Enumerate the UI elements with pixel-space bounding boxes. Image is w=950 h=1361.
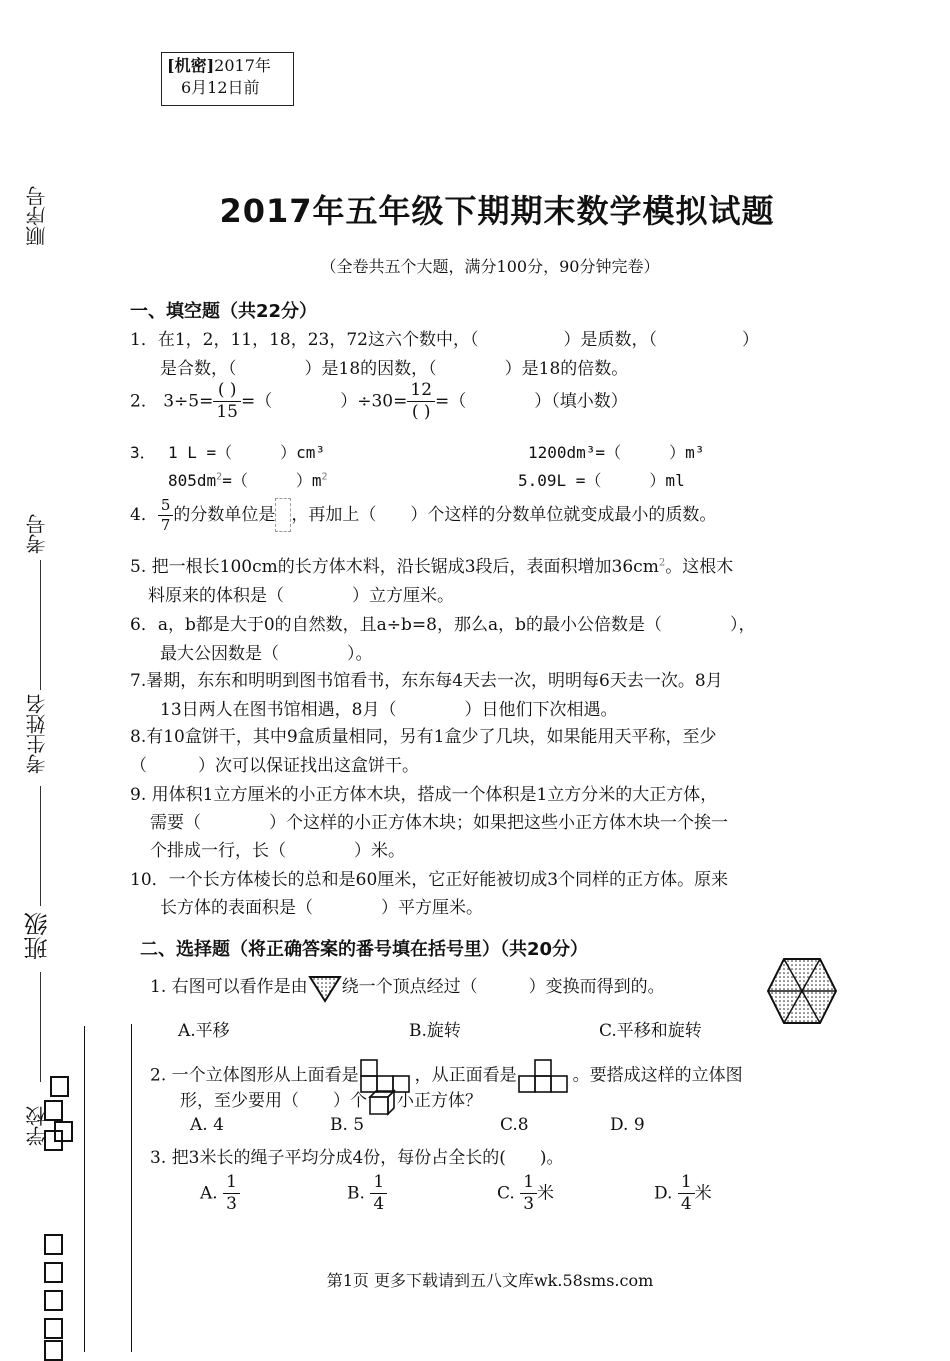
q1-3-b: 1200dm³=（ ）m³ — [528, 443, 705, 462]
q2-1-option-c: C.平移和旋转 — [599, 1021, 702, 1041]
q2-2-line1: 2. 一个立体图形从上面看是 ，从正面看是 。要搭成这样的立体图 — [150, 1058, 743, 1094]
q2-3-option-d: D. $\frac{1}{4}$ 米 — [654, 1172, 712, 1215]
sidebar-class-label: 班级 — [24, 912, 52, 960]
q2-1: 1. 右图可以看作是由 绕一个顶点经过（ ）变换而得到的。 — [150, 972, 665, 1003]
q1-3-a: 1 L =（ ）cm³ — [168, 443, 326, 462]
q1-9-line3: 个排成一行，长（ ）米。 — [150, 841, 405, 861]
q1-10-line2: 长方体的表面积是（ ）平方厘米。 — [160, 898, 483, 918]
hexagon-figure — [766, 955, 838, 1027]
name-line — [40, 786, 41, 906]
seal-box — [44, 1100, 63, 1121]
q1-8-line2: （ ）次可以保证找出这盒饼干。 — [130, 756, 419, 776]
q2-3-option-a: A. $\frac{1}{3}$ — [200, 1172, 240, 1216]
fraction: $\frac{1}{3}$ — [223, 1172, 240, 1216]
q2-3: 3. 把3米长的绳子平均分成4份，每份占全长的( )。 — [150, 1148, 564, 1168]
secret-date: 6月12日前 — [181, 78, 260, 97]
page-footer: 第1页 更多下载请到五八文库wk.58sms.com — [326, 1271, 654, 1290]
page-subtitle: （全卷共五个大题，满分100分，90分钟完卷） — [320, 257, 660, 276]
q1-9-line1: 9. 用体积1立方厘米的小正方体木块，搭成一个体积是1立方分米的大正方体， — [130, 785, 718, 805]
q2-2-option-b: B. 5 — [330, 1115, 365, 1135]
q1-10-line1: 10．一个长方体棱长的总和是60厘米，它正好能被切成3个同样的正方体。原来 — [130, 870, 729, 890]
secret-year: 2017年 — [214, 56, 271, 75]
exam-no-line — [40, 560, 41, 690]
q2-3-option-b: B. $\frac{1}{4}$ — [347, 1172, 387, 1216]
q2-2-option-d: D. 9 — [610, 1115, 645, 1135]
q1-9-line2: 需要（ ）个这样的小正方体木块；如果把这些小正方体木块一个挨一 — [150, 813, 728, 833]
q1-1-line1: 1．在1，2，11，18，23，72这六个数中，（ ）是质数，（ ） — [130, 330, 759, 350]
answer-fraction-box[interactable] — [275, 498, 291, 532]
q2-1-option-b: B.旋转 — [409, 1021, 461, 1041]
fraction: $\frac{1}{4}$ — [678, 1172, 695, 1216]
fraction: $\frac{( )}{15}$ — [213, 380, 241, 424]
q1-7-line2: 13日两人在图书馆相遇，8月（ ）日他们下次相遇。 — [160, 700, 618, 720]
q1-1-line2: 是合数，（ ）是18的因数，（ ）是18的倍数。 — [160, 359, 629, 379]
cube-icon — [367, 1088, 397, 1116]
seal-box — [44, 1130, 63, 1151]
q1-5-line2: 料原来的体积是（ ）立方厘米。 — [148, 586, 454, 606]
secret-label: [机密] — [167, 56, 215, 75]
q1-4: 4． $\frac{5}{7}$ 的分数单位是 ，再加上（ ）个这样的分数单位就变成最小的质数。 — [130, 496, 717, 534]
fraction: $\frac{12}{( )}$ — [407, 380, 435, 424]
q2-2-option-c: C.8 — [500, 1115, 529, 1135]
seal-box — [44, 1290, 63, 1311]
page-title: 2017年五年级下期期末数学模拟试题 — [219, 192, 775, 230]
q1-2: 2． 3÷5= $\frac{( )}{15}$ =（ ）÷30= $\frac{12}{( )}$ =（ ）（填小数） — [130, 380, 628, 423]
front-view-figure — [517, 1058, 573, 1094]
dotted-triangle-icon — [308, 973, 342, 1003]
binding-line — [84, 1026, 85, 1352]
q1-8-line1: 8.有10盒饼干，其中9盒质量相同，另有1盒少了几块，如果能用天平称，至少 — [130, 727, 717, 747]
section-heading-choice: 二、选择题（将正确答案的番号填在括号里）（共20分） — [140, 939, 589, 960]
sidebar-exam-no-label: 考号 — [25, 514, 49, 554]
q2-1-option-a: A.平移 — [178, 1021, 230, 1041]
sidebar-order-label: 顺序号 — [25, 186, 49, 246]
fraction: $\frac{1}{4}$ — [370, 1172, 387, 1216]
seal-box — [44, 1340, 63, 1361]
seal-box — [50, 1076, 69, 1097]
q1-7-line1: 7.暑期，东东和明明到图书馆看书，东东每4天去一次，明明每6天去一次。8月 — [130, 671, 723, 691]
confidential-stamp — [161, 52, 294, 106]
q2-2-line2: 形，至少要用（ ）个 小正方体？ — [180, 1086, 482, 1116]
seal-box — [44, 1318, 63, 1339]
fraction: $\frac{1}{3}$ — [520, 1172, 537, 1216]
q1-3-c: $805dm^2=$（ ）$m^2$ — [168, 471, 328, 490]
section-heading-fill: 一、填空题（共22分） — [130, 301, 318, 322]
sidebar-name-label: 考生姓名 — [25, 694, 49, 774]
q2-3-option-c: C. $\frac{1}{3}$ 米 — [497, 1172, 555, 1215]
q1-6-line2: 最大公因数是（ ）。 — [160, 644, 373, 664]
q1-3-num: 3． — [130, 443, 156, 462]
class-line — [40, 972, 41, 1082]
q2-2-option-a: A. 4 — [190, 1115, 224, 1135]
q1-5-line1: 5. 把一根长100cm的长方体木料，沿长锯成3段后，表面积增加$36cm^2$。这根木 — [130, 557, 734, 577]
q1-3-d: 5.09L =（ ）ml — [518, 471, 685, 490]
q1-6-line1: 6．a，b都是大于0的自然数，且a÷b=8，那么a，b的最小公倍数是（ ）， — [130, 615, 756, 635]
fraction: $\frac{5}{7}$ — [158, 496, 174, 535]
sidebar-school-label: 学校 — [25, 1106, 49, 1146]
binding-line — [131, 1024, 132, 1352]
seal-box — [44, 1234, 63, 1255]
